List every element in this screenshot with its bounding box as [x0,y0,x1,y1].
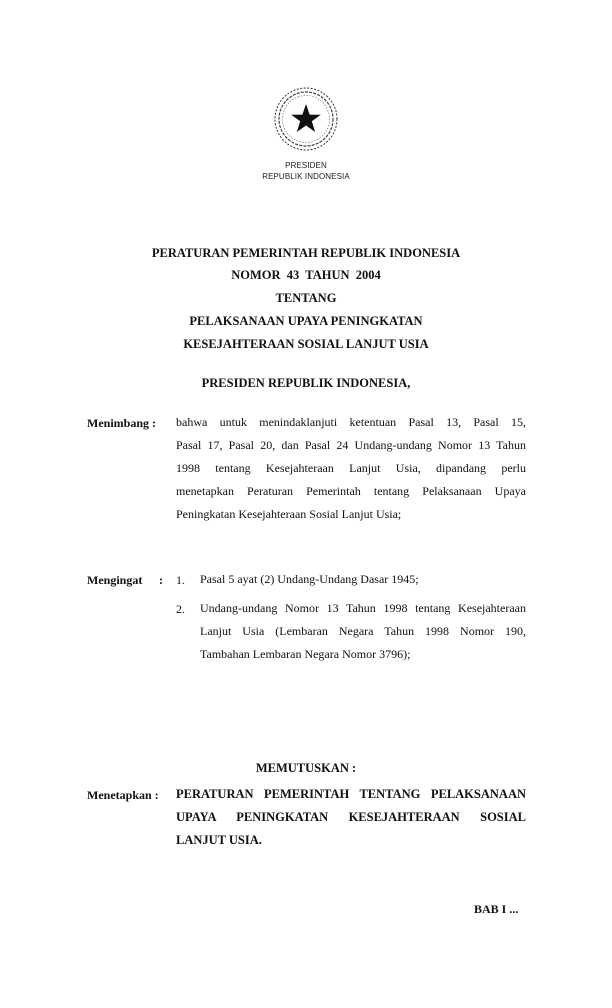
mengingat-item-line: Pasal 5 ayat (2) Undang-Undang Dasar 1945; [200,572,419,586]
title-line-3: TENTANG [275,291,337,305]
menimbang-line: 1998 tentang Kesejahteraan Lanjut Usia, dipandang perlu [176,461,526,475]
mengingat-label: Mengingat [87,573,143,587]
mengingat-item-1 [200,568,526,591]
menimbang-label: Menimbang : [87,416,156,430]
mengingat-item-line: Tambahan Lembaran Negara Nomor 3796); [200,647,411,661]
menetapkan-line: PERATURAN PEMERINTAH TENTANG PELAKSANAAN [176,787,526,801]
title-line-1: PERATURAN PEMERINTAH REPUBLIK INDONESIA [151,246,461,260]
title-line-2: NOMOR 43 TAHUN 2004 [231,268,381,282]
mengingat-item-number: 1. [176,573,185,587]
mengingat-item-line: Undang-undang Nomor 13 Tahun 1998 tentang Kesejahteraan [200,601,526,615]
menimbang-paragraph [176,411,526,526]
mengingat-colon: : [159,573,163,587]
mengingat-item-2 [200,597,526,666]
seal-label-presiden: PRESIDEN [285,161,327,170]
menimbang-line: Peningkatan Kesejahteraan Sosial Lanjut Usia; [176,507,402,521]
mengingat-item-line: Lanjut Usia (Lembaran Negara Tahun 1998 Nomor 190, [200,624,526,638]
menetapkan-label: Menetapkan : [87,788,159,802]
mengingat-item-number: 2. [176,602,185,616]
seal-label-republik: REPUBLIK INDONESIA [262,172,350,181]
menetapkan-line: UPAYA PENINGKATAN KESEJAHTERAAN SOSIAL [176,810,526,824]
menimbang-line: bahwa untuk menindaklanjuti ketentuan Pasal 13, Pasal 15, [176,415,526,429]
issuer-heading: PRESIDEN REPUBLIK INDONESIA, [201,376,411,390]
page-continuation: BAB I ... [474,902,519,916]
menetapkan-line: LANJUT USIA. [176,833,262,847]
menetapkan-paragraph [176,783,526,852]
presidential-emblem-icon [272,85,340,153]
title-line-4: PELAKSANAAN UPAYA PENINGKATAN [189,314,423,328]
menimbang-line: Pasal 17, Pasal 20, dan Pasal 24 Undang-undang Nomor 13 Tahun [176,438,526,452]
memutuskan-heading: MEMUTUSKAN : [255,761,357,775]
title-line-5: KESEJAHTERAAN SOSIAL LANJUT USIA [183,337,429,351]
menimbang-line: menetapkan Peraturan Pemerintah tentang Pelaksanaan Upaya [176,484,526,498]
